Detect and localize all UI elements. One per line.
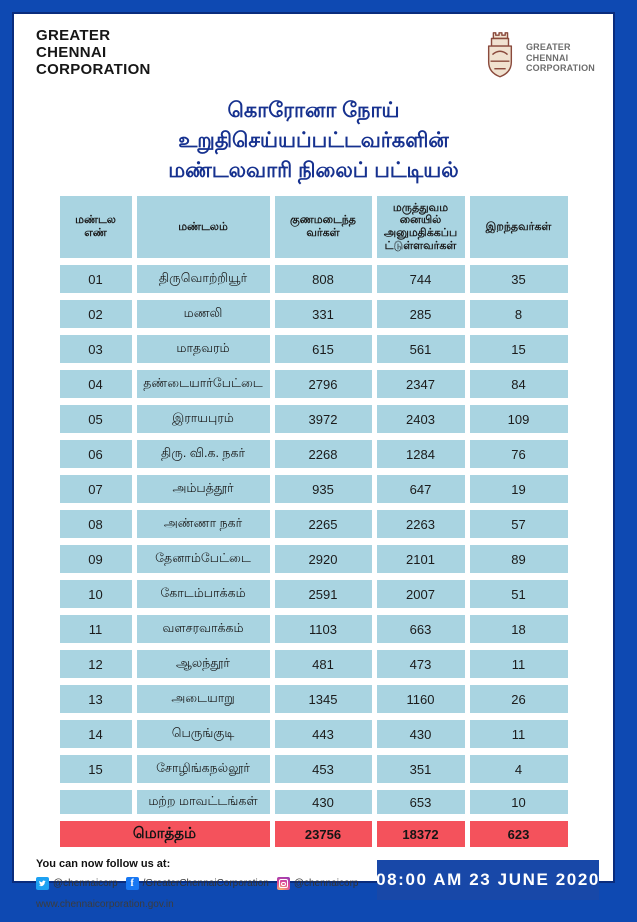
cell-deaths: 4: [470, 755, 568, 783]
cell-zone-number: 11: [60, 615, 132, 643]
cell-zone-number: 15: [60, 755, 132, 783]
wordmark-line: GREATER: [36, 27, 111, 44]
cell-zone-number: 07: [60, 475, 132, 503]
cell-deaths: 11: [470, 720, 568, 748]
instagram-icon: [277, 877, 290, 890]
total-value-cell-1: 18372: [377, 821, 465, 847]
cell-zone-name: பெருங்குடி: [137, 720, 270, 748]
wordmark-line: CORPORATION: [36, 60, 151, 78]
cell-recovered: 2796: [275, 370, 372, 398]
cell-admitted: 1284: [377, 440, 465, 468]
cell-admitted: 561: [377, 335, 465, 363]
header-cell-0: மண்டல எண்: [60, 196, 132, 258]
cell-recovered: 430: [275, 790, 372, 814]
cell-zone-number: 12: [60, 650, 132, 678]
cell-zone-number: 01: [60, 265, 132, 293]
facebook-icon: f: [126, 877, 139, 890]
header-cell-2: குணமடைந்த வர்கள்: [275, 196, 372, 258]
facebook-item: [126, 877, 269, 890]
follow-text: You can now follow us at:: [36, 858, 171, 871]
cell-recovered: 2265: [275, 510, 372, 538]
follow-block: [36, 858, 366, 910]
cell-deaths: 76: [470, 440, 568, 468]
cell-deaths: 26: [470, 685, 568, 713]
cell-recovered: 481: [275, 650, 372, 678]
gcc-logo-text: [526, 42, 595, 74]
cell-recovered: 935: [275, 475, 372, 503]
cell-recovered: 1345: [275, 685, 372, 713]
cell-admitted: 351: [377, 755, 465, 783]
header-cell-4: இறந்தவர்கள்: [470, 196, 568, 258]
cell-zone-number: 13: [60, 685, 132, 713]
cell-admitted: 2263: [377, 510, 465, 538]
cell-zone-name: அடையாறு: [137, 685, 270, 713]
cell-zone-number: 14: [60, 720, 132, 748]
cell-admitted: 744: [377, 265, 465, 293]
header-cell-3: மருத்துவம னையில் அனுமதிக்கப்ப ட்டுள்ளவர்கள்: [377, 196, 465, 258]
cell-admitted: 653: [377, 790, 465, 814]
total-label-cell: மொத்தம்: [60, 821, 270, 847]
cell-admitted: 2403: [377, 405, 465, 433]
cell-recovered: 331: [275, 300, 372, 328]
cell-zone-name: ஆலந்தூர்: [137, 650, 270, 678]
logo-text-line: CHENNAI: [525, 52, 569, 63]
cell-admitted: 647: [377, 475, 465, 503]
date-time-banner: 08:00 AM 23 JUNE 2020: [377, 860, 599, 900]
cell-admitted: 663: [377, 615, 465, 643]
cell-recovered: 453: [275, 755, 372, 783]
logo-text-line: CORPORATION: [525, 63, 595, 74]
cell-admitted: 2347: [377, 370, 465, 398]
cell-recovered: 615: [275, 335, 372, 363]
cell-recovered: 443: [275, 720, 372, 748]
facebook-handle: /GreaterChennaiCorporation: [142, 878, 269, 890]
cell-zone-number: 09: [60, 545, 132, 573]
cell-recovered: 3972: [275, 405, 372, 433]
cell-deaths: 84: [470, 370, 568, 398]
cell-zone-number: 10: [60, 580, 132, 608]
cell-deaths: 15: [470, 335, 568, 363]
cell-zone-number: 06: [60, 440, 132, 468]
cell-zone-name: இராயபுரம்: [137, 405, 270, 433]
website-url: www.chennaicorporation.gov.in: [36, 899, 174, 911]
footer: [14, 847, 613, 922]
twitter-item: [36, 877, 118, 890]
wordmark-line: CHENNAI: [36, 43, 107, 61]
cell-zone-name: திருவொற்றியூர்: [137, 265, 270, 293]
total-value-cell-2: 623: [470, 821, 568, 847]
cell-deaths: 51: [470, 580, 568, 608]
top-bar: [14, 14, 613, 86]
cell-zone-number: [60, 790, 132, 814]
cell-zone-name: அண்ணா நகர்: [137, 510, 270, 538]
cell-zone-name: மணலி: [137, 300, 270, 328]
cell-zone-name: தண்டையார்பேட்டை: [137, 370, 270, 398]
cell-admitted: 1160: [377, 685, 465, 713]
cell-zone-name: திரு. வி.க. நகர்: [137, 440, 270, 468]
cell-zone-number: 02: [60, 300, 132, 328]
cell-recovered: 2591: [275, 580, 372, 608]
cell-recovered: 2268: [275, 440, 372, 468]
gcc-crest-icon: [481, 30, 519, 86]
cell-admitted: 2007: [377, 580, 465, 608]
cell-zone-number: 03: [60, 335, 132, 363]
cell-deaths: 109: [470, 405, 568, 433]
cell-zone-name: வளசரவாக்கம்: [137, 615, 270, 643]
cell-deaths: 11: [470, 650, 568, 678]
cell-deaths: 89: [470, 545, 568, 573]
total-value-cell-0: 23756: [275, 821, 372, 847]
twitter-handle: @chennaicorp: [53, 878, 118, 890]
cell-deaths: 10: [470, 790, 568, 814]
header-cell-1: மண்டலம்: [137, 196, 270, 258]
cell-zone-name: கோடம்பாக்கம்: [137, 580, 270, 608]
social-row: [36, 877, 366, 890]
cell-admitted: 430: [377, 720, 465, 748]
cell-zone-name: சோழிங்கநல்லூர்: [137, 755, 270, 783]
cell-deaths: 8: [470, 300, 568, 328]
title-line: மண்டலவாரி நிலைப் பட்டியல்: [168, 158, 459, 182]
cell-deaths: 18: [470, 615, 568, 643]
cell-admitted: 2101: [377, 545, 465, 573]
cell-zone-number: 08: [60, 510, 132, 538]
cell-deaths: 35: [470, 265, 568, 293]
status-table: [60, 196, 568, 847]
cell-deaths: 19: [470, 475, 568, 503]
cell-admitted: 473: [377, 650, 465, 678]
cell-admitted: 285: [377, 300, 465, 328]
cell-zone-name: மற்ற மாவட்டங்கள்: [137, 790, 270, 814]
cell-recovered: 2920: [275, 545, 372, 573]
instagram-handle: @chennaicorp: [293, 878, 359, 890]
cell-zone-name: தேனாம்பேட்டை: [137, 545, 270, 573]
twitter-icon: [36, 877, 49, 890]
cell-deaths: 57: [470, 510, 568, 538]
notice-page: [12, 12, 615, 911]
logo-text-line: GREATER: [525, 42, 571, 53]
cell-zone-name: அம்பத்தூர்: [137, 475, 270, 503]
title-line: கொரோனா நோய்: [227, 99, 400, 122]
gcc-logo-block: [481, 30, 595, 86]
cell-zone-number: 05: [60, 405, 132, 433]
cell-recovered: 1103: [275, 615, 372, 643]
title-line: உறுதிசெய்யப்பட்டவர்களின்: [178, 128, 449, 152]
page-title: [14, 96, 613, 185]
instagram-item: [277, 877, 359, 890]
cell-zone-number: 04: [60, 370, 132, 398]
cell-zone-name: மாதவரம்: [137, 335, 270, 363]
cell-recovered: 808: [275, 265, 372, 293]
gcc-wordmark: [36, 28, 151, 78]
